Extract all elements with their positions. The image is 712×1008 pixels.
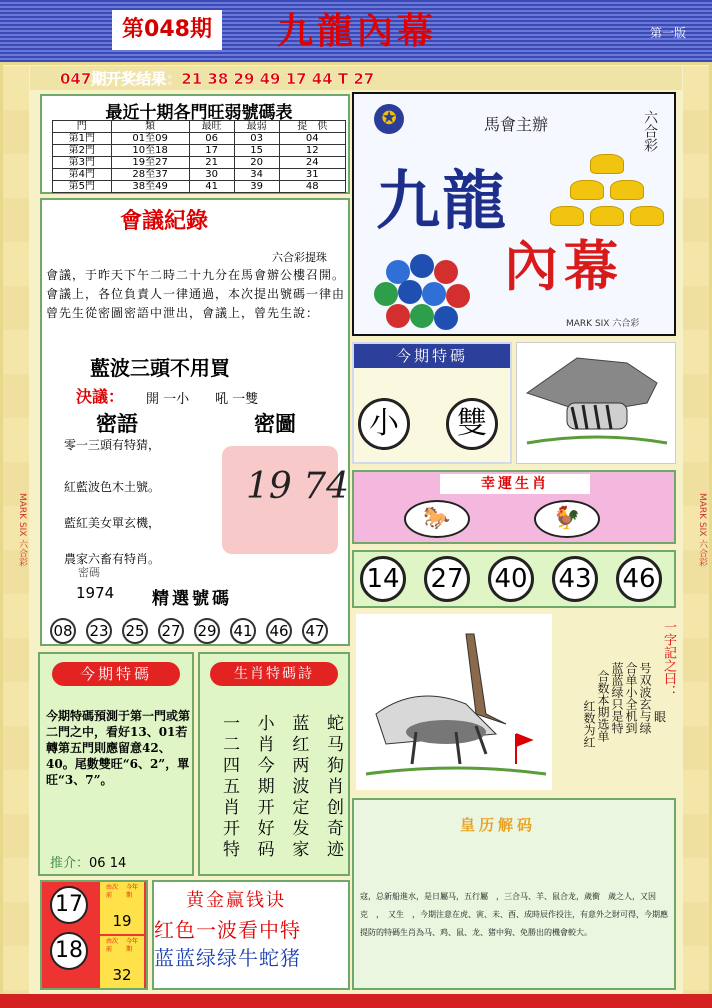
issue-number: 第048期 (112, 10, 222, 50)
today-special-text: 今期特碼預測于第一門或第二門之中，看好13、01若轉第五門則應留意42、40。尾數雙旺“6、2”，單旺“3、7”。 (46, 709, 191, 787)
header-tip-a: 提 (297, 121, 308, 132)
special-code-title: 今期特碼 (354, 344, 510, 368)
pick-ball: 27 (158, 618, 184, 644)
pick-ball: 47 (302, 618, 328, 644)
cell: 第4門 (53, 169, 112, 181)
gold-ingot-icon (630, 206, 664, 226)
poem-column: 蓝红两波定发家 (288, 714, 309, 861)
zodiac-poem-columns (218, 714, 344, 868)
bottom-cell (100, 882, 144, 934)
cell: 41 (189, 181, 234, 193)
cell: 24 (279, 157, 345, 169)
cell-sublabel: 今年期 (126, 938, 139, 953)
golden-tips-title: 黄金赢钱诀 (186, 890, 286, 911)
mima-art: 19 74 (246, 466, 350, 507)
draw-result: 047期开奖结果：21 38 29 49 17 44 T 27 (60, 70, 375, 88)
yizi-word: 眼 (654, 710, 667, 724)
bottom-cell (100, 936, 144, 988)
cell: 20 (234, 157, 279, 169)
stats-table (52, 120, 346, 193)
header-type: 類 (111, 121, 189, 133)
bottom-ball: 18 (50, 932, 88, 970)
note-column: 合数本期选单 (596, 670, 610, 742)
header-gate: 門 (53, 121, 112, 133)
poem-line: 零一三頭有特猜， (64, 438, 161, 452)
poem-column: 一二四五肖开特 (219, 714, 239, 861)
zebra-illustration (516, 342, 676, 464)
number-ball: 46 (616, 556, 662, 602)
gold-ingot-icon (590, 206, 624, 226)
recommend-line (50, 852, 126, 871)
brand-top: 九龍 (376, 164, 508, 239)
lottery-label: 六合彩 (642, 110, 658, 152)
gold-ingot-icon (590, 154, 624, 174)
gold-ingot-icon (610, 180, 644, 200)
note-column: 蓝蓝绿只是特 (610, 662, 624, 734)
rooster-zodiac-icon: 🐓 (534, 500, 600, 538)
cell-label: 由次前 (106, 938, 119, 953)
cell: 第5門 (53, 181, 112, 193)
picks-label: 精選號碼 (152, 589, 232, 609)
cell: 48 (279, 181, 345, 193)
bottom-ball: 17 (50, 886, 88, 924)
gold-ingot-icon (550, 206, 584, 226)
recommend-value: 06 14 (89, 856, 127, 871)
conference-title: 會議紀錄 (120, 208, 209, 234)
cell: 31 (279, 169, 345, 181)
table-row (53, 157, 346, 169)
organizer-label: 馬會主辦 (484, 115, 549, 134)
number-ball: 27 (424, 556, 470, 602)
cell: 38至49 (111, 181, 189, 193)
poem-column: 蛇马狗肖创奇迹 (322, 714, 343, 861)
bottom-band (0, 994, 712, 1008)
cell: 17 (189, 145, 234, 157)
cell: 30 (189, 169, 234, 181)
cell: 39 (234, 181, 279, 193)
header-cold: 最弱 (234, 121, 279, 133)
recommend-label: 推介： (50, 856, 90, 871)
cell-label: 由次前 (106, 884, 119, 899)
number-ball: 40 (488, 556, 534, 602)
note-column: 合单小全机到 (624, 662, 638, 734)
top-banner (0, 0, 712, 62)
marksix-label: MARK SIX 六合彩 (566, 319, 640, 329)
special-parity-ball: 雙 (446, 398, 498, 450)
note-column: 红数为红 (582, 700, 596, 748)
calendar-text: 寇，总新船進水，是日屬马，五行屬 ，三合马、羊、鼠合龙，歲衝 歲之人，又因克 ， 又生 ，今期注意在虎、寅、未、酉、成時辰作投注，有意外之財可得，今期應提防的特碼生肖為马、鸡、鼠、龙、猪中狗、免勝出的機會較大。 (360, 892, 668, 937)
note-column: 号双波玄与绿 (638, 662, 652, 734)
conference-body: 會議，于昨天下午二時二十九分在馬會辦公樓召開。會議上，各位負責人一律通過，本次提出號碼一律由曾先生從密圖密語中泄出，會議上，曾先生說： (46, 268, 346, 320)
cell: 28至37 (111, 169, 189, 181)
cell: 10至18 (111, 145, 189, 157)
pick-ball: 25 (122, 618, 148, 644)
header-tip-b: 供 (317, 121, 328, 132)
table-row (53, 145, 346, 157)
masthead-title: 九龍內幕 (276, 10, 437, 52)
logo-emblem-icon: ✪ (374, 104, 404, 134)
page-label: 第一版 (650, 26, 687, 40)
cell-sublabel: 今年期 (126, 884, 139, 899)
gold-ingot-icon (570, 180, 604, 200)
decision-text: 開 一小 吼 一雙 (146, 392, 259, 407)
right-side-strip: MARK SIX 六合彩 (683, 66, 709, 994)
cell: 19至27 (111, 157, 189, 169)
conference-provider: 六合彩提珠 (272, 251, 327, 264)
lucky-zodiac-title: 幸運生肖 (440, 474, 590, 494)
cell: 15 (234, 145, 279, 157)
golden-line-2: 蓝蓝绿绿牛蛇猪 (154, 946, 301, 970)
cell: 03 (234, 133, 279, 145)
number-ball: 14 (360, 556, 406, 602)
table-row (53, 181, 346, 193)
header-hot: 最旺 (189, 121, 234, 133)
mima-value: 1974 (76, 584, 115, 602)
stats-title: 最近十期各門旺弱號碼表 (105, 103, 293, 123)
mima-label: 密碼 (78, 566, 100, 579)
miyu-label: 密語 (96, 411, 138, 436)
cell: 第1門 (53, 133, 112, 145)
table-row (53, 133, 346, 145)
horse-sketch (356, 614, 552, 790)
poem-line: 紅藍波色木土號。 (64, 480, 161, 494)
poem-line: 藍紅美女單玄機， (64, 516, 161, 530)
pick-ball: 46 (266, 618, 292, 644)
cell: 21 (189, 157, 234, 169)
zodiac-poem-title: 生肖特碼詩 (210, 662, 338, 686)
horse-zodiac-icon: 🐎 (404, 500, 470, 538)
brand-bottom: 內幕 (504, 234, 624, 298)
poem-line: 農家六畜有特肖。 (64, 552, 161, 566)
cell: 第3門 (53, 157, 112, 169)
cell-value: 19 (112, 912, 132, 930)
cell: 01至09 (111, 133, 189, 145)
golden-line-1: 红色一波看中特 (154, 918, 301, 942)
lottery-balls-icon (368, 242, 488, 332)
cell: 06 (189, 133, 234, 145)
cell: 12 (279, 145, 345, 157)
pick-ball: 08 (50, 618, 76, 644)
cell: 34 (234, 169, 279, 181)
brand-logo-panel (352, 92, 676, 336)
today-special-title: 今期特碼 (52, 662, 180, 686)
cell: 第2門 (53, 145, 112, 157)
table-row (53, 169, 346, 181)
table-header-row (53, 121, 346, 133)
decision-label: 決議： (76, 387, 125, 406)
cell-value: 32 (112, 966, 132, 984)
number-ball: 43 (552, 556, 598, 602)
pick-ball: 41 (230, 618, 256, 644)
poem-column: 小肖今期开好码 (253, 714, 274, 861)
zebra-icon (517, 343, 675, 463)
pick-ball: 23 (86, 618, 112, 644)
mitu-label: 密圖 (254, 411, 296, 436)
conference-slogan: 藍波三頭不用買 (90, 356, 230, 380)
cell: 04 (279, 133, 345, 145)
left-side-strip: MARK SIX 六合彩 (3, 66, 29, 994)
yizi-title: 一字記之曰： (661, 620, 676, 698)
calendar-title: 皇历解码 (460, 816, 537, 834)
header-tip (279, 121, 345, 133)
pick-ball: 29 (194, 618, 220, 644)
special-size-ball: 小 (358, 398, 410, 450)
horse-sketch-icon (356, 614, 552, 790)
